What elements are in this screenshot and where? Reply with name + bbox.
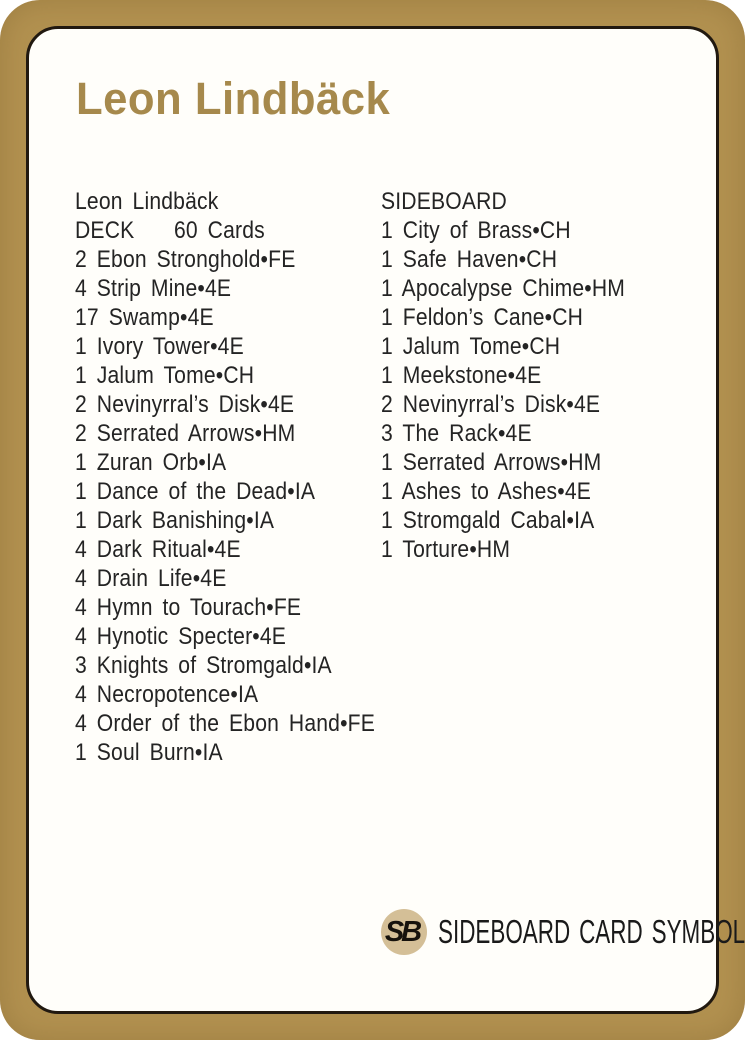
sideboard-list-line: 1 Ashes to Ashes•4E (381, 478, 592, 505)
sideboard-list-line: 1 Serrated Arrows•HM (381, 449, 602, 476)
deck-list-line: 1 Jalum Tome•CH (75, 362, 255, 389)
sideboard-list-line: 1 Torture•HM (381, 536, 511, 563)
deck-header-row (75, 216, 418, 245)
deck-list-line: 1 Dance of the Dead•IA (75, 478, 316, 505)
sideboard-list-line: 1 Stromgald Cabal•IA (381, 507, 595, 534)
deck-player-name: Leon Lindbäck (75, 188, 219, 215)
deck-list-line: 4 Strip Mine•4E (75, 275, 232, 302)
footer-legend (381, 909, 745, 955)
sideboard-list-line: 2 Nevinyrral’s Disk•4E (381, 391, 601, 418)
sideboard-list (381, 216, 724, 564)
deck-list-line: 2 Ebon Stronghold•FE (75, 246, 296, 273)
deck-list-line: 2 Nevinyrral’s Disk•4E (75, 391, 295, 418)
deck-list-line: 17 Swamp•4E (75, 304, 214, 331)
deck-list-line: 4 Drain Life•4E (75, 565, 227, 592)
deck-list-line: 4 Hynotic Specter•4E (75, 623, 287, 650)
deck-column (75, 187, 418, 767)
sideboard-list-line: 1 City of Brass•CH (381, 217, 571, 244)
deck-list-line: 1 Ivory Tower•4E (75, 333, 244, 360)
player-name-title: Leon Lindbäck (76, 73, 391, 124)
card-face (26, 26, 745, 1014)
deck-list-line: 4 Order of the Ebon Hand•FE (75, 710, 376, 737)
sideboard-symbol-icon (381, 909, 427, 955)
deck-label: DECK (75, 217, 135, 244)
deck-card-count: 60 Cards (173, 217, 265, 244)
deck-list-line: 4 Dark Ritual•4E (75, 536, 241, 563)
deck-list-line: 3 Knights of Stromgald•IA (75, 652, 332, 679)
deck-list-line: 2 Serrated Arrows•HM (75, 420, 296, 447)
sideboard-list-line: 1 Jalum Tome•CH (381, 333, 561, 360)
deck-list-line: 1 Soul Burn•IA (75, 739, 223, 766)
deck-list-line: 1 Zuran Orb•IA (75, 449, 227, 476)
sideboard-symbol-text: SB (384, 915, 420, 948)
sideboard-header: SIDEBOARD (381, 188, 507, 215)
deck-list-line: 4 Necropotence•IA (75, 681, 259, 708)
sideboard-list-line: 1 Apocalypse Chime•HM (381, 275, 626, 302)
deck-list-line: 4 Hymn to Tourach•FE (75, 594, 302, 621)
deck-list (75, 245, 418, 767)
sideboard-list-line: 1 Feldon’s Cane•CH (381, 304, 584, 331)
footer-label: SIDEBOARD CARD SYMBOL (438, 913, 745, 950)
sideboard-column (381, 187, 724, 564)
sideboard-list-line: 3 The Rack•4E (381, 420, 532, 447)
deck-list-line: 1 Dark Banishing•IA (75, 507, 275, 534)
sideboard-list-line: 1 Meekstone•4E (381, 362, 542, 389)
sideboard-list-line: 1 Safe Haven•CH (381, 246, 558, 273)
